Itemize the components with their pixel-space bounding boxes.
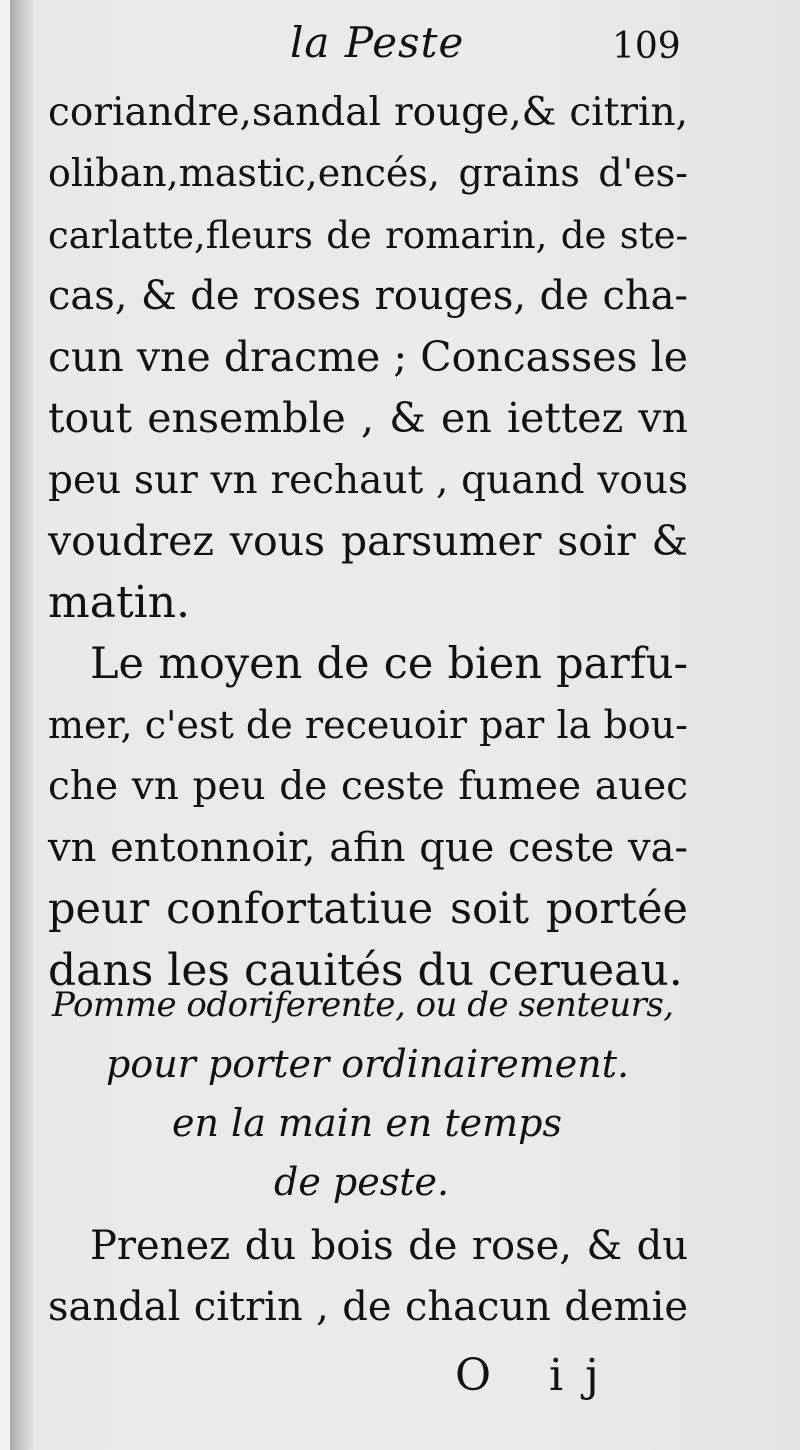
gutter-shadow <box>10 0 34 1450</box>
page-header <box>0 14 800 74</box>
heading-line: pour porter ordinairement. <box>106 1042 630 1086</box>
text-line: voudrez vous parsumer soir & <box>48 517 688 566</box>
text-line: mer, c'est de receuoir par la bou- <box>48 702 688 747</box>
heading-line: Pomme odoriferente, ou de senteurs, <box>52 985 674 1025</box>
heading-line: en la main en temps <box>172 1101 562 1145</box>
text-line: Prenez du bois de rose, & du <box>90 1223 688 1269</box>
main-text <box>48 82 688 1001</box>
page-number: 109 <box>612 26 681 67</box>
text-line: Le moyen de ce bien parfu- <box>90 638 688 689</box>
heading-line: de peste. <box>274 1160 450 1204</box>
text-line: cun vne dracme ; Concasses le <box>48 333 688 382</box>
text-line: che vn peu de ceste fumee auec <box>48 764 688 810</box>
page-spine <box>0 0 10 1450</box>
text-line: tout ensemble , & en iettez vn <box>48 394 688 443</box>
text-line: coriandre,sandal rouge,& citrin, <box>48 90 688 135</box>
signature-mark: O ij <box>455 1350 621 1401</box>
text-line: vn entonnoir, afin que ceste va- <box>48 824 688 871</box>
text-line: dans les cauités du cerueau. <box>48 945 683 997</box>
text-line: cas, & de roses rouges, de cha- <box>48 272 688 319</box>
text-line: oliban,mastic,encés, grains d'es- <box>48 151 688 196</box>
text-line: carlatte,fleurs de romarin, de ste- <box>48 213 688 257</box>
text-line: peu sur vn rechaut , quand vous <box>48 457 688 503</box>
recipe-text <box>48 1216 688 1339</box>
running-title: la Peste <box>290 18 465 67</box>
text-line: sandal citrin , de chacun demie <box>48 1284 688 1331</box>
text-line: peur confortatiue soit portée <box>48 883 688 934</box>
section-heading <box>48 976 688 1212</box>
text-line: matin. <box>48 577 191 629</box>
